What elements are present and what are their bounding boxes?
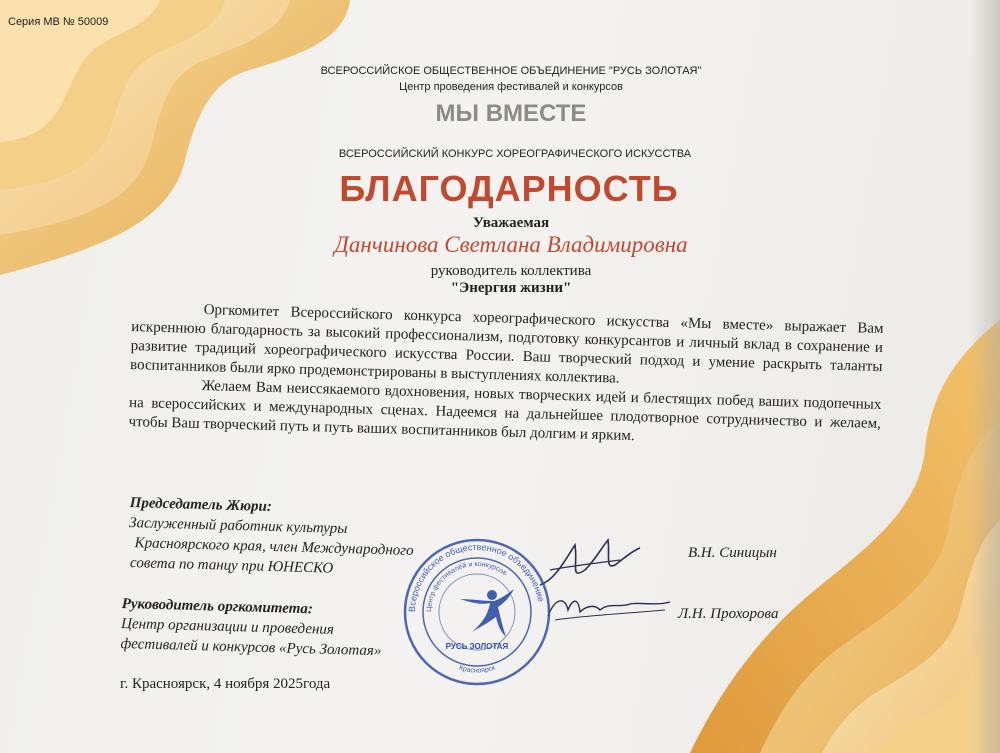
seal-city-text: Красноярск xyxy=(458,664,496,675)
jury-chair-name: В.Н. Синицын xyxy=(688,545,777,561)
organization-seal xyxy=(402,537,552,687)
seal-outer-text: Всероссийское общественное объединение xyxy=(406,541,547,613)
organization-name: ВСЕРОССИЙСКОЕ ОБЩЕСТВЕННОЕ ОБЪЕДИНЕНИЕ "РУСЬ ЗОЛОТАЯ" xyxy=(320,65,702,77)
seal-center-text: РУСЬ ЗОЛОТАЯ xyxy=(445,642,509,651)
jury-heading: Председатель Жюри: xyxy=(129,494,273,515)
recipient-position: руководитель коллектива xyxy=(430,263,592,279)
organizer-name: Л.Н. Прохорова xyxy=(678,606,779,622)
dancer-emblem-icon xyxy=(460,589,514,637)
organizer-signature-block xyxy=(120,594,382,661)
center-name: Центр проведения фестивалей и конкурсов xyxy=(399,81,623,93)
jury-signature-block xyxy=(128,493,415,581)
jury-title-line-2: Красноярского края, член Международного xyxy=(134,535,414,559)
place-and-date: г. Красноярск, 4 ноября 2025года xyxy=(120,676,331,692)
body-paragraph-2: Желаем Вам неиссякаемого вдохновения, новых творческих идей и блестящих побед ваших подопечных на всероссийских и международных сценах. Надеемся на дальнейшее плодотворное сотрудничество и желаем, чтобы Ваш творческий путь и путь ваших воспитанников был долгим и ярким. xyxy=(128,377,882,445)
signature-prokhorova xyxy=(540,588,680,628)
certificate-title: БЛАГОДАРНОСТЬ xyxy=(339,168,679,209)
collective-name: "Энергия жизни" xyxy=(450,280,572,296)
serial-number: Серия МВ № 50009 xyxy=(8,16,109,28)
body-paragraph-1: Оргкомитет Всероссийского конкурса хореографического искусства «Мы вместе» выражает Вам искреннюю благодарность за высокий профессионализм, подготовку конкурсантов и личный вклад в сохранение и развитие традиций хореографического искусства России. Ваш творческий подход и умение раскрыть таланты воспитанников были ярко продемонстрированы в выступлениях коллектива. xyxy=(129,302,884,387)
salutation: Уважаемая xyxy=(472,215,550,231)
organizer-title-line-2: фестивалей и конкурсов «Русь Золотая» xyxy=(120,635,382,660)
brand-title: МЫ ВМЕСТЕ xyxy=(435,100,587,127)
jury-title-line-1: Заслуженный работник культуры xyxy=(128,514,348,538)
certificate-body xyxy=(128,299,883,453)
jury-title-line-3: совета по танцу при ЮНЕСКО xyxy=(129,555,334,577)
organizer-heading: Руководитель оргкомитета: xyxy=(121,595,314,618)
recipient-name: Данчинова Светлана Владимировна xyxy=(334,232,688,257)
contest-name: ВСЕРОССИЙСКИЙ КОНКУРС ХОРЕОГРАФИЧЕСКОГО ИСКУССТВА xyxy=(338,148,692,160)
organizer-title-line-1: Центр организации и проведения xyxy=(120,615,335,638)
seal-inner-text: Центр фестивалей и конкурсов xyxy=(425,560,508,613)
